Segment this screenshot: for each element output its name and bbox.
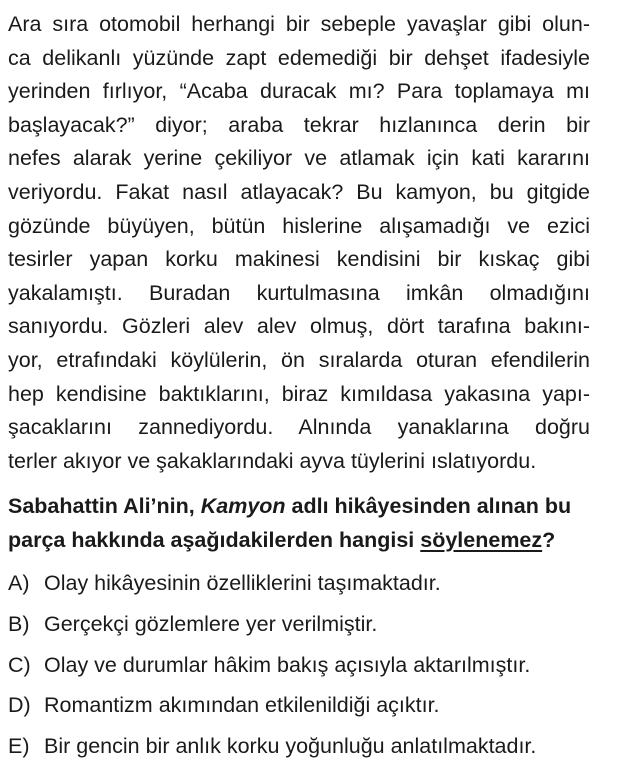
- passage-line: ca delikanlı yüzünde zapt edemediği bir dehşet ifadesiyle: [8, 45, 590, 70]
- reading-passage: [8, 8, 590, 478]
- option-text: Olay hikâyesinin özelliklerini taşımaktadır.: [44, 571, 441, 595]
- answer-options: [8, 563, 608, 767]
- question-line: [8, 490, 598, 524]
- passage-line: tesirler yapan korku makinesi kendisini bir kıskaç gibi: [8, 247, 590, 272]
- passage-line: nefes alarak yerine çekiliyor ve atlamak için kati kararını: [8, 146, 590, 171]
- option-letter: A): [8, 571, 30, 595]
- question-text: adlı hikâyesinden alınan bu: [285, 494, 572, 518]
- story-title: Kamyon: [200, 494, 286, 518]
- passage-line: veriyordu. Fakat nasıl atlayacak? Bu kamyon, bu gitgide: [8, 179, 590, 204]
- option-text: Romantizm akımından etkilenildiği açıktır.: [44, 693, 440, 718]
- answer-option-d[interactable]: [8, 685, 608, 726]
- passage-line: başlayacak?” diyor; araba tekrar hızlanınca derin bir: [8, 112, 590, 137]
- emphasized-word: söylenemez: [420, 527, 543, 552]
- passage-line: yerinden fırlıyor, “Acaba duracak mı? Para toplamaya mı: [8, 79, 590, 104]
- question-text: parça hakkında aşağıdakilerden hangisi: [8, 527, 421, 552]
- option-letter: D): [8, 693, 31, 718]
- option-letter: E): [8, 734, 30, 759]
- passage-line: yakalamıştı. Buradan kurtulmasına imkân olmadığını: [8, 280, 590, 305]
- passage-line: Ara sıra otomobil herhangi bir sebeple yavaşlar gibi olun-: [8, 12, 590, 36]
- passage-line: şacaklarını zannediyordu. Alnında yanaklarına doğru: [8, 415, 590, 440]
- question-mark: ?: [542, 527, 556, 552]
- question-stem: [8, 490, 598, 557]
- answer-option-b[interactable]: [8, 604, 608, 645]
- passage-line: yor, etrafındaki köylülerin, ön sıralarda oturan efendilerin: [8, 347, 590, 372]
- answer-option-e[interactable]: [8, 726, 608, 767]
- passage-line: hep kendisine baktıklarını, biraz kımıldasa yakasına yapı-: [8, 381, 590, 406]
- passage-line: gözünde büyüyen, bütün hislerine alışamadığı ve ezici: [8, 213, 590, 238]
- answer-option-a[interactable]: [8, 563, 608, 604]
- option-text: Olay ve durumlar hâkim bakış açısıyla aktarılmıştır.: [44, 652, 531, 677]
- question-line: [8, 524, 598, 558]
- option-text: Gerçekçi gözlemlere yer verilmiştir.: [44, 611, 378, 636]
- passage-line: sanıyordu. Gözleri alev alev olmuş, dört tarafına bakını-: [8, 314, 590, 339]
- question-text: Sabahattin Ali’nin,: [8, 494, 201, 518]
- option-text: Bir gencin bir anlık korku yoğunluğu anlatılmaktadır.: [44, 734, 537, 759]
- passage-line: terler akıyor ve şakaklarındaki ayva tüylerini ıslatıyordu.: [8, 448, 537, 473]
- option-letter: C): [8, 652, 31, 677]
- answer-option-c[interactable]: [8, 645, 608, 686]
- option-letter: B): [8, 611, 30, 636]
